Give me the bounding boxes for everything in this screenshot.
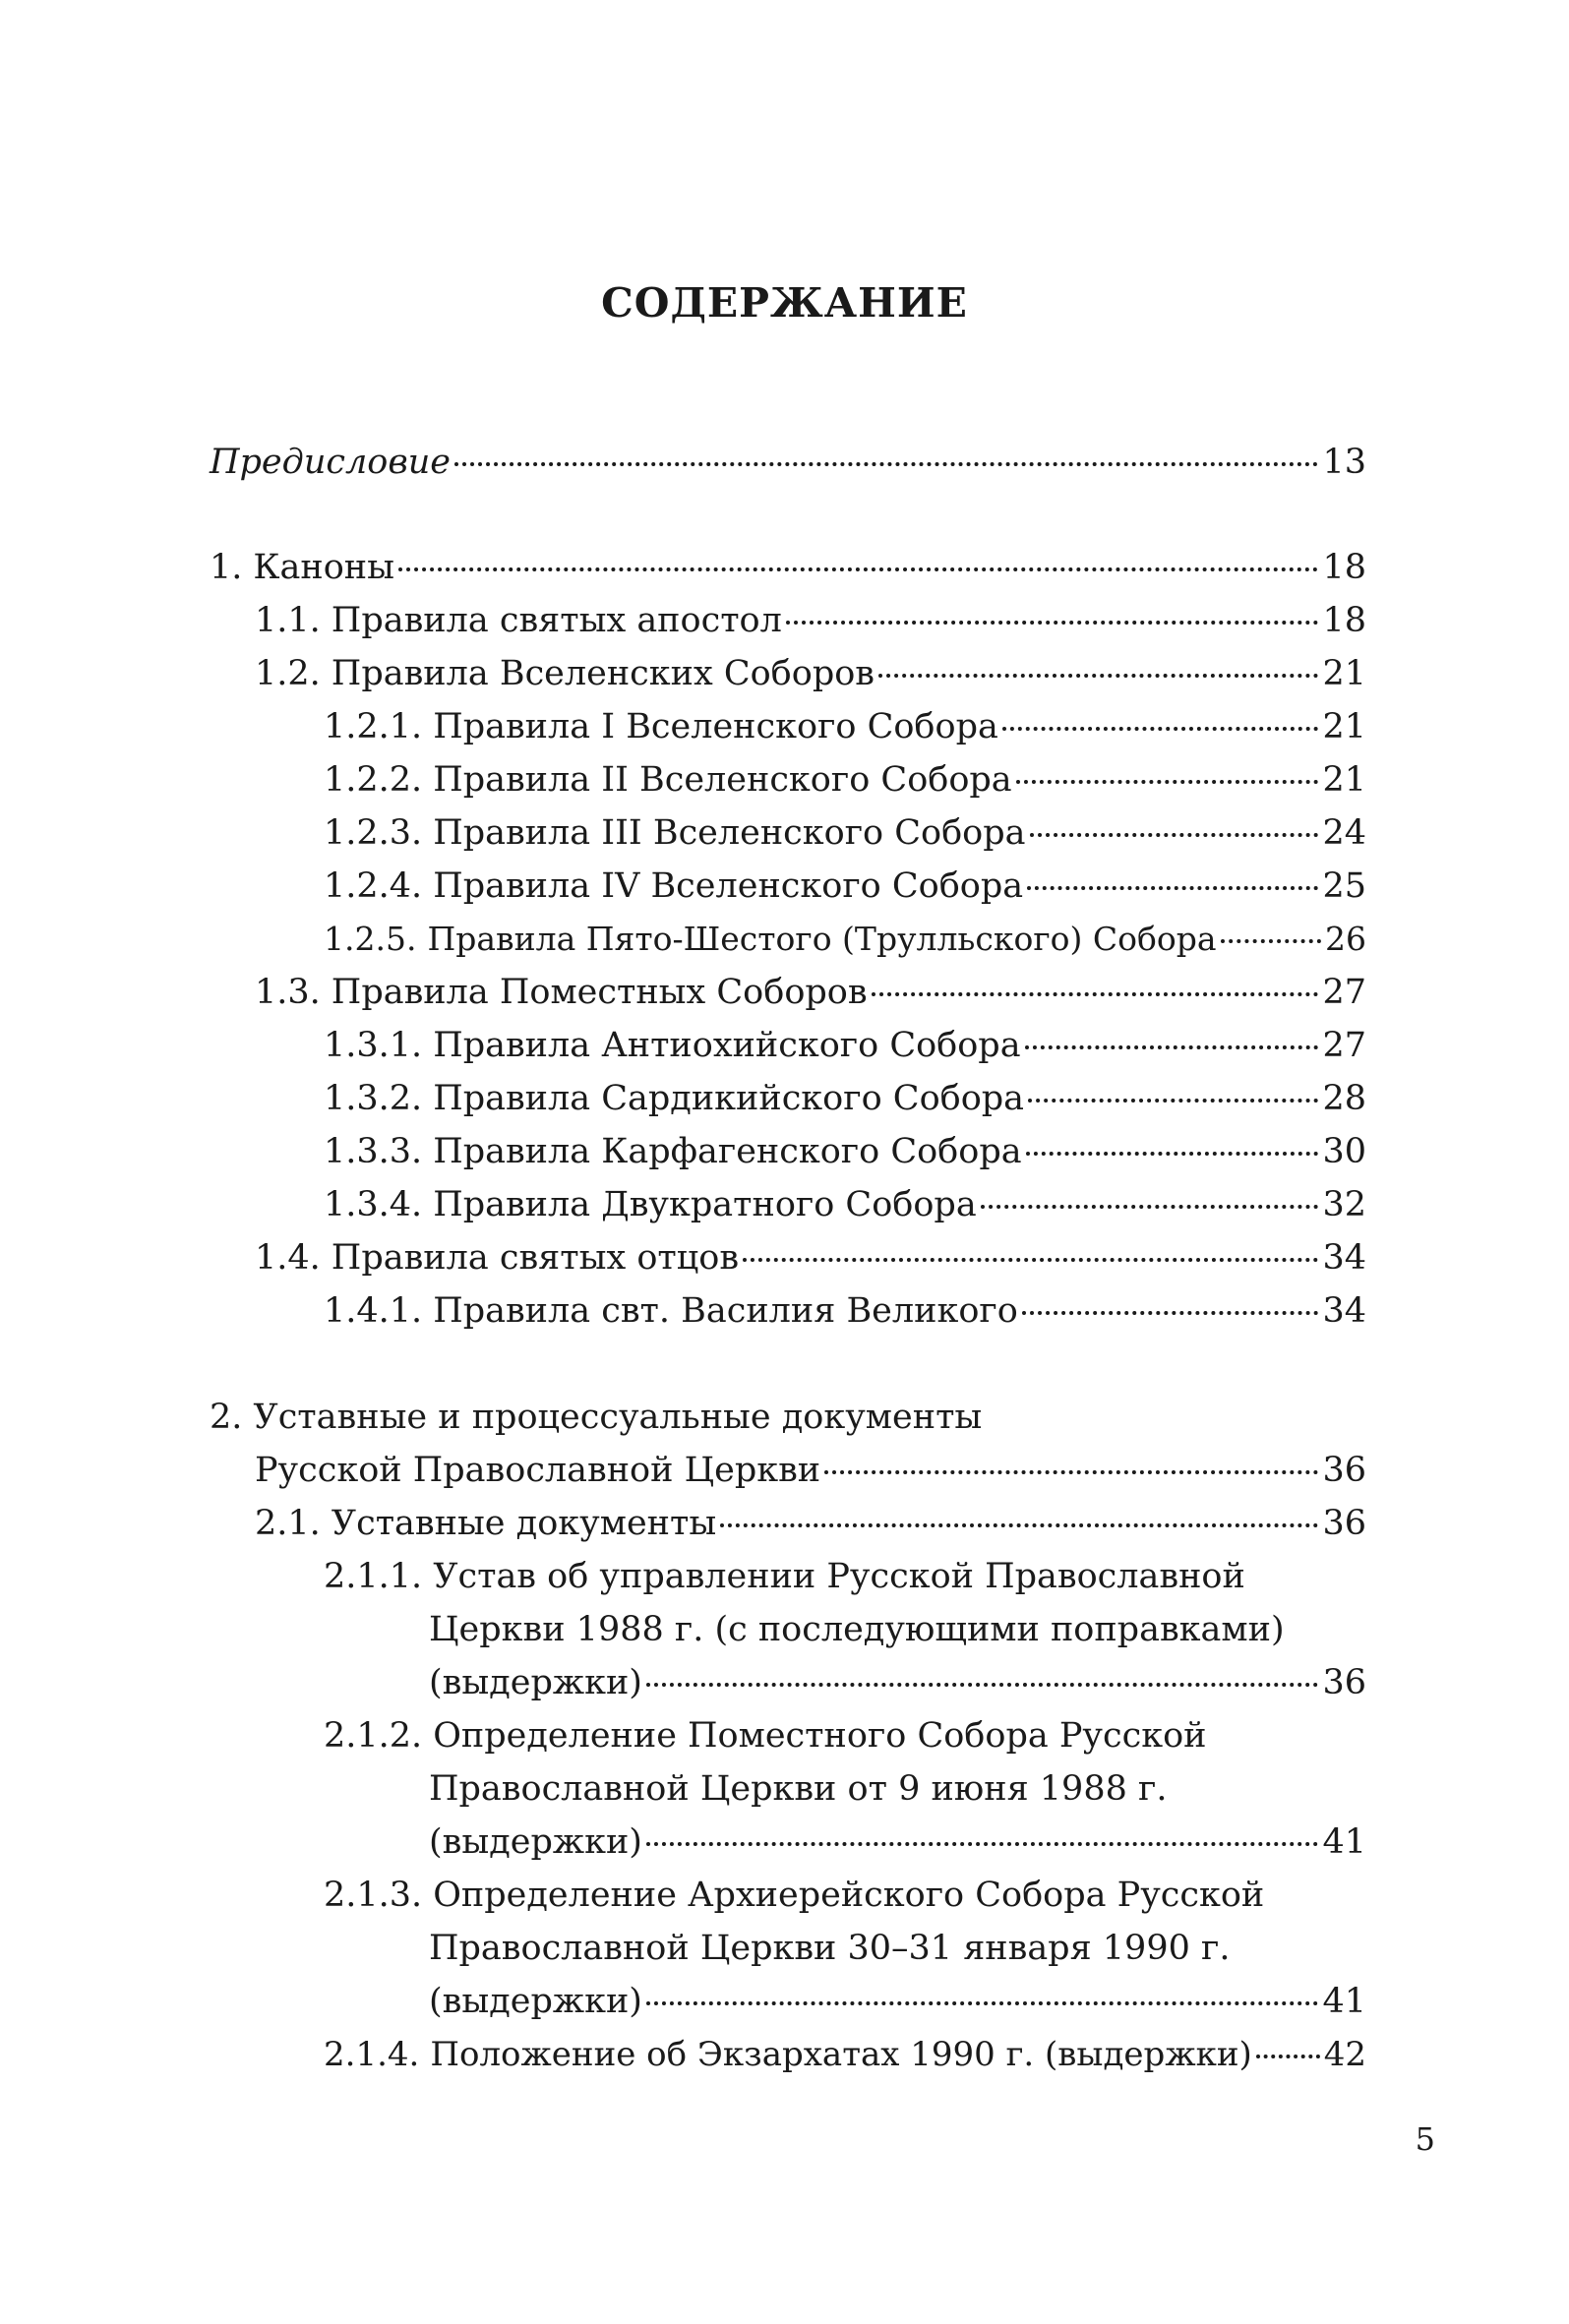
toc-entry-1-4-1[interactable] <box>324 1284 1366 1338</box>
toc-entry-2-1-3-cont[interactable] <box>429 1975 1366 2028</box>
dot-leader <box>454 462 1319 466</box>
toc-entry-text-line: (выдержки) <box>429 1663 642 1702</box>
dot-leader <box>1028 1099 1318 1102</box>
toc-entry-number: 1.2. <box>255 654 321 693</box>
toc-entry-text: Правила Антиохийского Собора <box>433 1026 1021 1065</box>
toc-entry-1[interactable] <box>210 541 1366 594</box>
toc-entry-2-1-2-cont <box>429 1762 1366 1816</box>
toc-entry-text-line: Уставные и процессуальные документы <box>253 1398 983 1437</box>
toc-entry-text: Положение об Экзархатах 1990 г. (выдержки) <box>430 2035 1252 2074</box>
toc-page-number: 21 <box>1322 707 1366 746</box>
toc-entry-text: Правила II Вселенского Собора <box>433 760 1012 800</box>
toc-page-number: 36 <box>1322 1451 1366 1490</box>
dot-leader <box>1016 780 1319 784</box>
toc-entry-number: 2.1.2. <box>324 1716 423 1756</box>
toc-entry-text-line: (выдержки) <box>429 1982 642 2021</box>
dot-leader <box>1027 886 1318 890</box>
toc-entry-2-1-1-cont <box>429 1603 1366 1656</box>
toc-entry-2-1-3[interactable] <box>324 1869 1366 1922</box>
dot-leader <box>1221 939 1321 943</box>
toc-entry-1-2-3[interactable] <box>324 806 1366 860</box>
toc-page-number: 26 <box>1325 920 1366 958</box>
toc-entry-1-3-3[interactable] <box>324 1125 1366 1178</box>
toc-page-number: 28 <box>1322 1079 1366 1118</box>
dot-leader <box>743 1258 1318 1262</box>
toc-entry-preface[interactable] <box>210 436 1366 489</box>
dot-leader <box>878 674 1318 678</box>
toc-entry-1-3-2[interactable] <box>324 1072 1366 1125</box>
dot-leader <box>646 2001 1319 2005</box>
toc-entry-1-3-1[interactable] <box>324 1019 1366 1072</box>
toc-entry-2-1-2[interactable] <box>324 1709 1366 1762</box>
dot-leader <box>786 621 1319 625</box>
dot-leader <box>824 1470 1318 1474</box>
dot-leader <box>1256 2055 1320 2058</box>
toc-page-number: 21 <box>1322 654 1366 693</box>
toc-entry-number: 1.3. <box>255 973 321 1012</box>
dot-leader <box>872 992 1319 996</box>
toc-entry-text: Правила святых отцов <box>331 1238 740 1278</box>
toc-entry-number: 1.3.2. <box>324 1079 423 1118</box>
toc-page-number: 34 <box>1322 1238 1366 1278</box>
dot-leader <box>981 1205 1319 1209</box>
toc-page-number: 27 <box>1322 1026 1366 1065</box>
toc-entry-1-3-4[interactable] <box>324 1178 1366 1231</box>
toc-entry-1-2[interactable] <box>255 647 1366 700</box>
toc-entry-text-line: Определение Поместного Собора Русской <box>433 1716 1207 1756</box>
dot-leader <box>1025 1045 1319 1049</box>
toc-entry-1-1[interactable] <box>255 594 1366 647</box>
toc-entry-number: 1.2.2. <box>324 760 423 800</box>
toc-entry-1-2-2[interactable] <box>324 753 1366 806</box>
toc-entry-text: Правила Двукратного Собора <box>433 1185 977 1224</box>
toc-entry-number: 1.3.3. <box>324 1132 423 1171</box>
dot-leader <box>646 1842 1319 1846</box>
toc-entry-text-line: Православной Церкви от 9 июня 1988 г. <box>429 1769 1168 1809</box>
toc-entry-2-1-3-cont <box>429 1922 1366 1975</box>
toc-entry-2[interactable] <box>210 1391 1366 1444</box>
toc-entry-text: Правила Вселенских Соборов <box>331 654 875 693</box>
dot-leader <box>646 1683 1319 1687</box>
dot-leader <box>720 1523 1318 1527</box>
toc-page-number: 18 <box>1322 601 1366 640</box>
toc-page-number: 24 <box>1322 813 1366 853</box>
toc-entry-1-2-5[interactable] <box>324 913 1366 966</box>
toc-entry-2-1-1-cont[interactable] <box>429 1656 1366 1709</box>
toc-entry-text-line: Устав об управлении Русской Православной <box>433 1557 1245 1596</box>
toc-entry-number: 2.1. <box>255 1504 321 1543</box>
toc-entry-text-line: Православной Церкви 30–31 января 1990 г. <box>429 1929 1231 1968</box>
toc-entry-number: 1.1. <box>255 601 321 640</box>
toc-entry-number: 1.2.5. <box>324 920 417 958</box>
toc-entry-number: 2.1.3. <box>324 1876 423 1915</box>
toc-entry-text: Каноны <box>253 548 394 587</box>
toc-entry-text: Правила Карфагенского Собора <box>433 1132 1022 1171</box>
toc-entry-1-4[interactable] <box>255 1231 1366 1284</box>
toc-entry-number: 2. <box>210 1398 243 1437</box>
toc-entry-number: 2.1.1. <box>324 1557 423 1596</box>
toc-entry-text: Правила III Вселенского Собора <box>433 813 1026 853</box>
toc-entry-text: Правила святых апостол <box>331 601 782 640</box>
toc-entry-2-1[interactable] <box>255 1497 1366 1550</box>
toc-entry-number: 1.2.1. <box>324 707 423 746</box>
toc-entry-text: Правила I Вселенского Собора <box>433 707 998 746</box>
toc-entry-number: 1.2.3. <box>324 813 423 853</box>
page-number: 5 <box>1415 2120 1435 2158</box>
toc-entry-text-line: Русской Православной Церкви <box>255 1451 821 1490</box>
toc-page-number: 25 <box>1322 866 1366 906</box>
toc-entry-1-2-4[interactable] <box>324 860 1366 913</box>
toc-entry-2-1-1[interactable] <box>324 1550 1366 1603</box>
toc-entry-text-line: Определение Архиерейского Собора Русской <box>433 1876 1265 1915</box>
toc-entry-text: Правила Поместных Соборов <box>331 973 868 1012</box>
toc-page-number: 30 <box>1322 1132 1366 1171</box>
toc-entry-2-1-2-cont[interactable] <box>429 1816 1366 1869</box>
toc-page-number: 32 <box>1322 1185 1366 1224</box>
toc-entry-number: 1.3.4. <box>324 1185 423 1224</box>
toc-page-number: 13 <box>1322 443 1366 482</box>
toc-entry-number: 1. <box>210 548 243 587</box>
toc-page-number: 27 <box>1322 973 1366 1012</box>
toc-entry-number: 1.4.1. <box>324 1291 423 1331</box>
toc-entry-number: 2.1.4. <box>324 2035 420 2074</box>
toc-entry-text: Правила IV Вселенского Собора <box>433 866 1024 906</box>
toc-entry-number: 1.3.1. <box>324 1026 423 1065</box>
toc-page-number: 34 <box>1322 1291 1366 1331</box>
toc-entry-2-1-4[interactable] <box>324 2028 1366 2081</box>
dot-leader <box>1002 727 1319 731</box>
toc-entry-number: 1.2.4. <box>324 866 423 906</box>
toc-page-number: 41 <box>1322 1822 1366 1862</box>
dot-leader <box>1030 833 1319 837</box>
toc-entry-text: Уставные документы <box>331 1504 717 1543</box>
dot-leader <box>1026 1152 1319 1156</box>
dot-leader <box>1022 1311 1319 1315</box>
toc-entry-1-3[interactable] <box>255 966 1366 1019</box>
dot-leader <box>398 567 1319 571</box>
toc-page-number: 36 <box>1322 1663 1366 1702</box>
toc-entry-text: Правила свт. Василия Великого <box>433 1291 1018 1331</box>
page-title: СОДЕРЖАНИЕ <box>601 279 968 327</box>
toc-entry-text-line: Церкви 1988 г. (с последующими поправками) <box>429 1610 1285 1649</box>
toc-page-number: 42 <box>1323 2035 1366 2074</box>
toc-page-number: 21 <box>1322 760 1366 800</box>
toc-page-number: 18 <box>1322 548 1366 587</box>
toc-entry-2-cont[interactable] <box>255 1444 1366 1497</box>
toc-entry-text: Предисловие <box>210 443 451 482</box>
toc-page-number: 41 <box>1322 1982 1366 2021</box>
toc-entry-text-line: (выдержки) <box>429 1822 642 1862</box>
toc-page-number: 36 <box>1322 1504 1366 1543</box>
toc-entry-text: Правила Пято-Шестого (Трулльского) Собора <box>427 920 1217 958</box>
toc-entry-text: Правила Сардикийского Собора <box>433 1079 1025 1118</box>
toc-entry-number: 1.4. <box>255 1238 321 1278</box>
toc-entry-1-2-1[interactable] <box>324 700 1366 753</box>
